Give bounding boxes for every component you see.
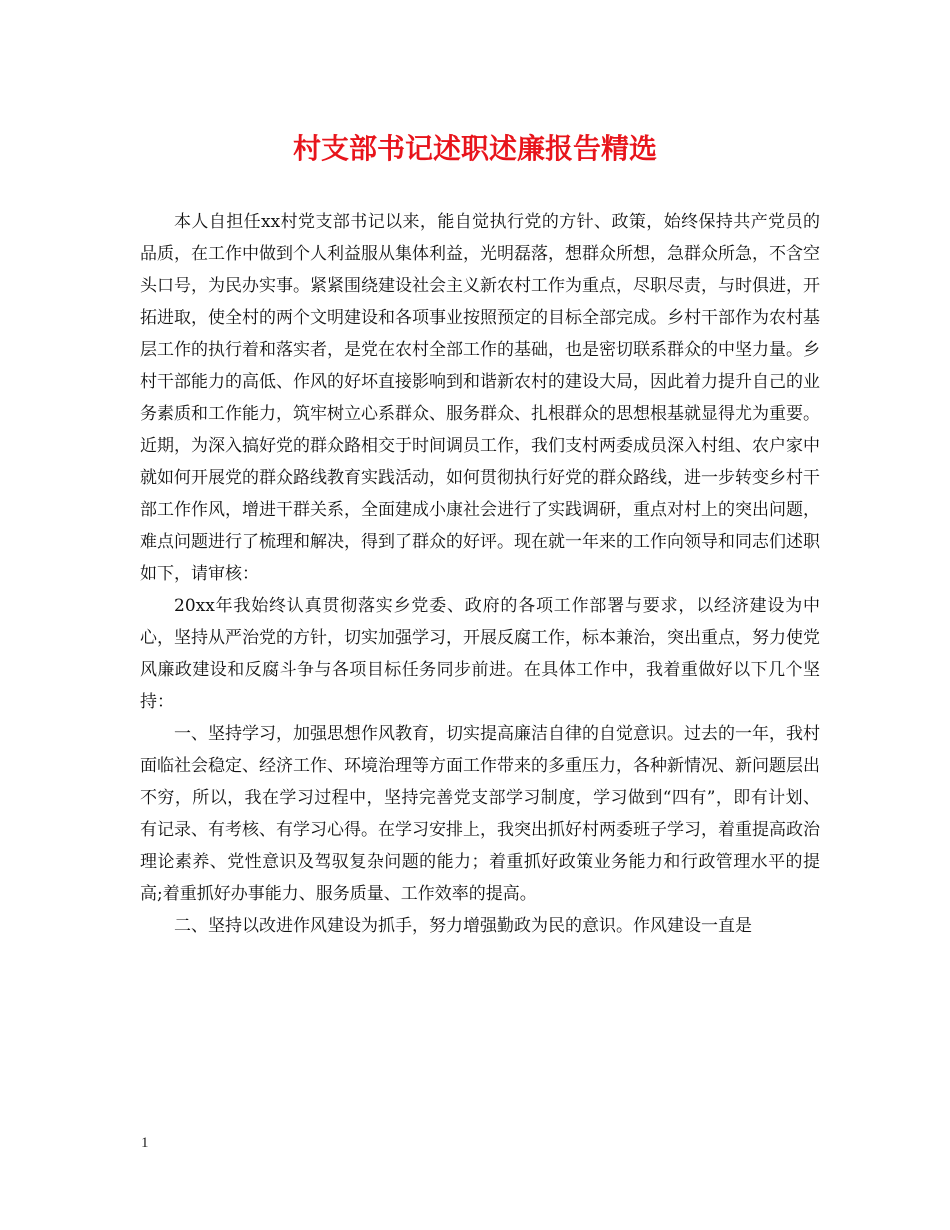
document-title: 村支部书记述职述廉报告精选 [292, 132, 657, 165]
document-body [140, 206, 820, 942]
page-number: 1 [141, 1135, 149, 1151]
paragraph-summary: 20xx年我始终认真贯彻落实乡党委、政府的各项工作部署与要求，以经济建设为中心，坚持从严治党的方针，切实加强学习，开展反腐工作，标本兼治，突出重点，努力使党风廉政建设和反腐斗争与各项目标任务同步前进。在具体工作中，我着重做好以下几个坚持： [140, 596, 820, 712]
paragraph-intro: 本人自担任xx村党支部书记以来，能自觉执行党的方针、政策，始终保持共产党员的品质，在工作中做到个人利益服从集体利益，光明磊落，想群众所想，急群众所急，不含空头口号，为民办实事。紧紧围绕建设社会主义新农村工作为重点，尽职尽责，与时俱进，开拓进取，使全村的两个文明建设和各项事业按照预定的目标全部完成。乡村干部作为农村基层工作的执行着和落实者，是党在农村全部工作的基础，也是密切联系群众的中坚力量。乡村干部能力的高低、作风的好坏直接影响到和谐新农村的建设大局，因此着力提升自己的业务素质和工作能力，筑牢树立心系群众、服务群众、扎根群众的思想根基就显得尤为重要。近期，为深入搞好党的群众路相交于时间调员工作，我们支村两委成员深入村组、农户家中就如何开展党的群众路线教育实践活动，如何贯彻执行好党的群众路线，进一步转变乡村干部工作作风，增进干群关系，全面建成小康社会进行了实践调研，重点对村上的突出问题，难点问题进行了梳理和解决，得到了群众的好评。现在就一年来的工作向领导和同志们述职如下，请审核： [140, 212, 820, 584]
paragraph-point-two: 二、坚持以改进作风建设为抓手，努力增强勤政为民的意识。作风建设一直是 [174, 916, 752, 936]
paragraph-point-one: 一、坚持学习，加强思想作风教育，切实提高廉洁自律的自觉意识。过去的一年，我村面临社会稳定、经济工作、环境治理等方面工作带来的多重压力，各种新情况、新问题层出不穷，所以，我在学习过程中，坚持完善党支部学习制度，学习做到“四有”，即有计划、有记录、有考核、有学习心得。在学习安排上，我突出抓好村两委班子学习，着重提高政治理论素养、党性意识及驾驭复杂问题的能力；着重抓好政策业务能力和行政管理水平的提高;着重抓好办事能力、服务质量、工作效率的提高。 [140, 724, 820, 904]
